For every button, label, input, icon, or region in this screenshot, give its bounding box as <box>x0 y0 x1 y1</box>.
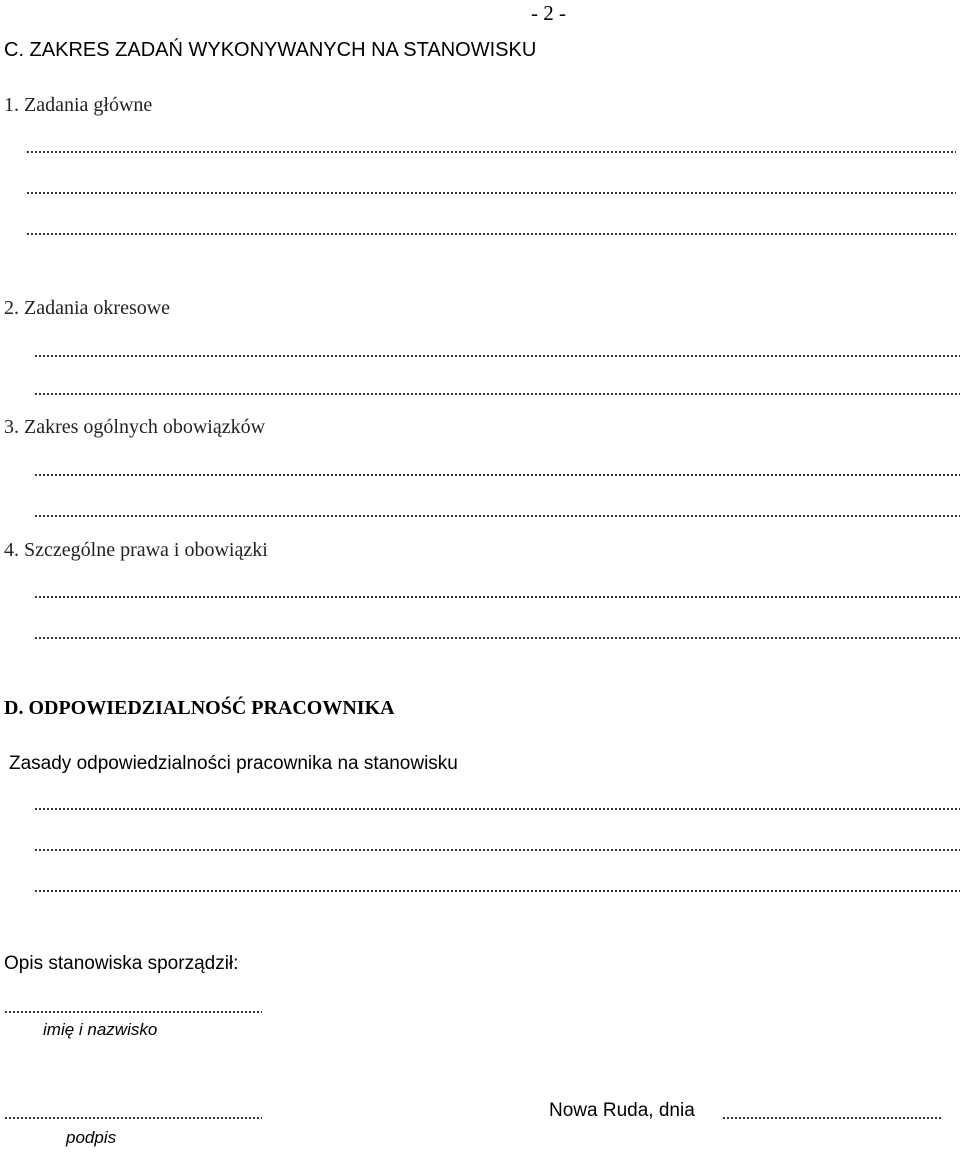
dotted-fill-line[interactable] <box>34 890 960 892</box>
dotted-fill-line[interactable] <box>26 192 956 194</box>
dotted-fill-line[interactable] <box>34 515 960 517</box>
dotted-fill-line[interactable] <box>26 233 956 235</box>
name-caption: imię i nazwisko <box>43 1020 158 1039</box>
page-number: - 2 - <box>531 1 566 25</box>
dotted-fill-line[interactable] <box>34 808 960 810</box>
place-date-label: Nowa Ruda, dnia <box>549 1100 695 1121</box>
name-dotted-line[interactable] <box>4 1011 262 1013</box>
dotted-fill-line[interactable] <box>34 637 960 639</box>
item-3-label: 3. Zakres ogólnych obowiązków <box>4 416 266 438</box>
section-c-title: C. ZAKRES ZADAŃ WYKONYWANYCH NA STANOWISKU <box>4 39 537 61</box>
prepared-by-label: Opis stanowiska sporządził: <box>4 953 239 974</box>
signature-caption: podpis <box>66 1128 117 1147</box>
item-4-label: 4. Szczególne prawa i obowiązki <box>4 539 268 561</box>
item-1-label: 1. Zadania główne <box>4 94 153 116</box>
dotted-fill-line[interactable] <box>34 393 960 395</box>
date-dotted-line[interactable] <box>722 1117 942 1119</box>
dotted-fill-line[interactable] <box>34 849 960 851</box>
dotted-fill-line[interactable] <box>34 355 960 357</box>
signature-dotted-line[interactable] <box>4 1117 262 1119</box>
section-d-title: D. ODPOWIEDZIALNOŚĆ PRACOWNIKA <box>4 697 395 719</box>
dotted-fill-line[interactable] <box>34 474 960 476</box>
section-d-subtitle: Zasady odpowiedzialności pracownika na stanowisku <box>9 753 458 774</box>
item-2-label: 2. Zadania okresowe <box>4 297 171 319</box>
dotted-fill-line[interactable] <box>34 596 960 598</box>
dotted-fill-line[interactable] <box>26 151 956 153</box>
